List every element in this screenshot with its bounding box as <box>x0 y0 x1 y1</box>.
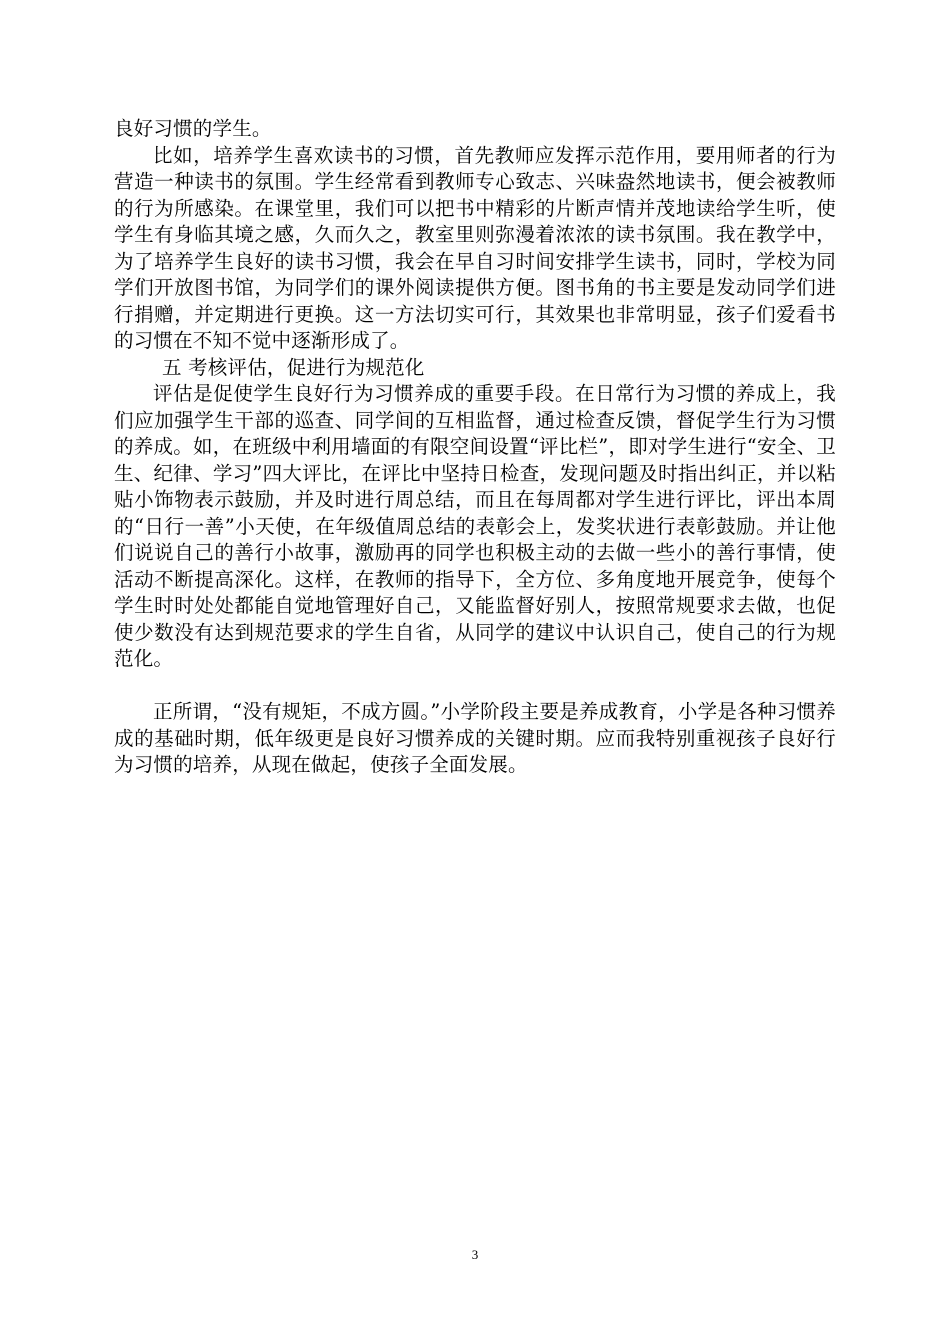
paragraph-reading-habit: 比如，培养学生喜欢读书的习惯，首先教师应发挥示范作用，要用师者的行为营造一种读书的氛围。学生经常看到教师专心致志、兴味盎然地读书，便会被教师的行为所感染。在课堂里，我们可以把书中精彩的片断声情并茂地读给学生听，使学生有身临其境之感，久而久之，教室里则弥漫着浓浓的读书氛围。我在教学中，为了培养学生良好的读书习惯，我会在早自习时间安排学生读书，同时，学校为同学们开放图书馆，为同学们的课外阅读提供方便。图书角的书主要是发动同学们进行捐赠，并定期进行更换。这一方法切实可行，其效果也非常明显，孩子们爱看书的习惯在不知不觉中逐渐形成了。 <box>114 143 836 352</box>
blank-line <box>114 673 836 700</box>
page-number: 3 <box>471 1247 479 1262</box>
section-heading-five: 五 考核评估，促进行为规范化 <box>162 355 425 379</box>
paragraph-assessment: 评估是促使学生良好行为习惯养成的重要手段。在日常行为习惯的养成上，我们应加强学生干部的巡查、同学间的互相监督，通过检查反馈，督促学生行为习惯的养成。如，在班级中利用墙面的有限空间设置“评比栏”，即对学生进行“安全、卫生、纪律、学习”四大评比，在评比中坚持日检查，发现问题及时指出纠正，并以粘贴小饰物表示鼓励，并及时进行周总结，而且在每周都对学生进行评比，评出本周的“日行一善”小天使，在年级值周总结的表彰会上，发奖状进行表彰鼓励。并让他们说说自己的善行小故事，激励再的同学也积极主动的去做一些小的善行事情，使活动不断提高深化。这样，在教师的指导下，全方位、多角度地开展竞争，使每个学生时时处处都能自觉地管理好自己，又能监督好别人，按照常规要求去做，也促使少数没有达到规范要求的学生自省，从同学的建议中认识自己，使自己的行为规范化。 <box>114 382 836 670</box>
paragraph-continuation: 良好习惯的学生。 <box>114 117 272 140</box>
paragraph-conclusion: 正所谓，“没有规矩，不成方圆。”小学阶段主要是养成教育，小学是各种习惯养成的基础时期，低年级更是良好习惯养成的关键时期。应而我特别重视孩子良好行为习惯的培养，从现在做起，使孩子全面发展。 <box>114 700 836 776</box>
document-body <box>114 116 836 779</box>
